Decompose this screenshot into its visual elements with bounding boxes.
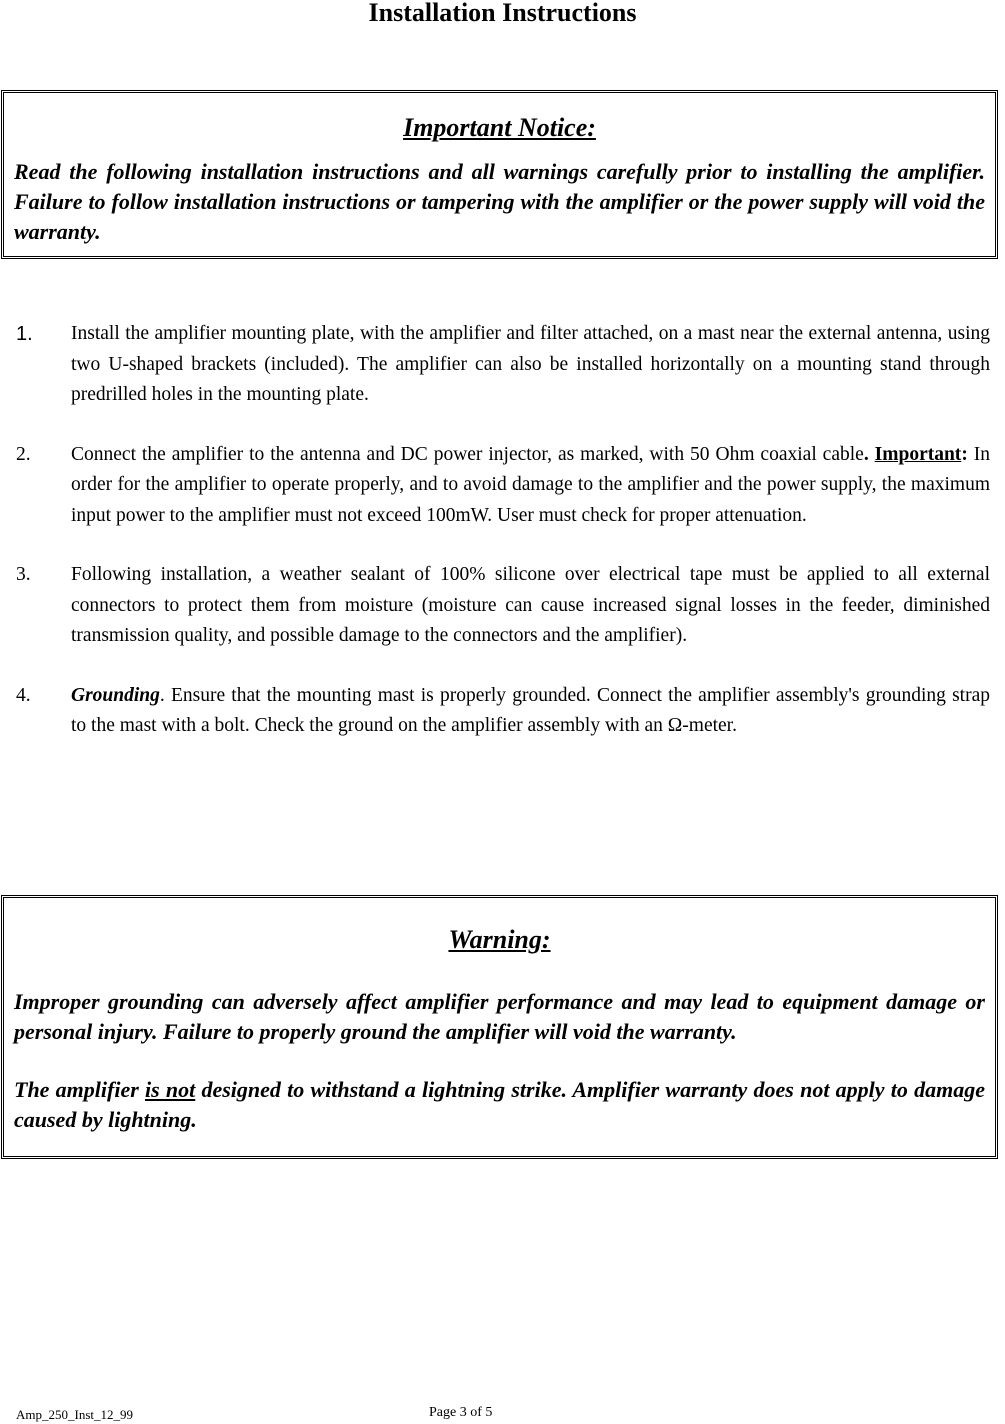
important-label: Important [874, 443, 962, 465]
page-number: Page 3 of 5 [429, 1405, 493, 1420]
notice-text: Read the following installation instructions and all warnings carefully prior to installing the amplifier. Failure to follow installation instructions or tampering with the amplifier or the power supply will void the warranty. [14, 159, 985, 244]
grounding-label: Grounding [71, 684, 160, 706]
warning-text-end: designed to withstand a lightning strike. Amplifier warranty does not apply to damage caused by lightning. [14, 1077, 985, 1132]
step-text: Connect the amplifier to the antenna and DC power injector, as marked, with 50 Ohm coaxial cable [71, 443, 864, 465]
step-1 [16, 319, 990, 411]
page-title: Installation Instructions [368, 0, 637, 27]
warning-heading: Warning: [448, 925, 551, 954]
step-number: 2. [16, 443, 31, 465]
step-number: 1. [16, 323, 33, 345]
step-text: Install the amplifier mounting plate, with the amplifier and filter attached, on a mast near the external antenna, using two U-shaped brackets (included). The amplifier can also be installed horizontally on a mounting stand through predrilled holes in the mounting plate. [71, 323, 990, 405]
warning-text-start: The amplifier [14, 1077, 145, 1102]
warning-paragraph-2 [14, 1075, 985, 1135]
important-colon: : [961, 443, 968, 465]
step-text-period: . [863, 443, 869, 465]
step-4 [16, 681, 990, 742]
step-text: . Ensure that the mounting mast is properly grounded. Connect the amplifier assembly's grounding strap to the mast with a bolt. Check the ground on the amplifier assembly with an Ω-meter. [71, 684, 990, 736]
step-text: Following installation, a weather sealant of 100% silicone over electrical tape must be applied to all external connectors to protect them from moisture (moisture can cause increased signal losses in the feeder, diminished transmission quality, and possible damage to the connectors and the amplifier). [71, 564, 990, 646]
step-number: 4. [16, 684, 31, 706]
warning-box [1, 895, 998, 1159]
important-notice-box [1, 90, 998, 259]
warning-emphasis: is not [145, 1077, 196, 1102]
notice-heading: Important Notice: [403, 113, 596, 142]
step-number: 3. [16, 564, 31, 585]
warning-paragraph-1: Improper grounding can adversely affect amplifier performance and may lead to equipment damage or personal injury. Failure to properly ground the amplifier will void the warranty. [14, 989, 985, 1044]
instruction-steps [16, 319, 990, 771]
step-text-continued: In order for the amplifier to operate properly, and to avoid damage to the amplifier and the power supply, the maximum input power to the amplifier must not exceed 100mW. User must check for proper attenuation. [71, 443, 990, 526]
step-2 [16, 440, 990, 532]
step-3 [16, 560, 990, 652]
document-id: Amp_250_Inst_12_99 [16, 1407, 133, 1422]
